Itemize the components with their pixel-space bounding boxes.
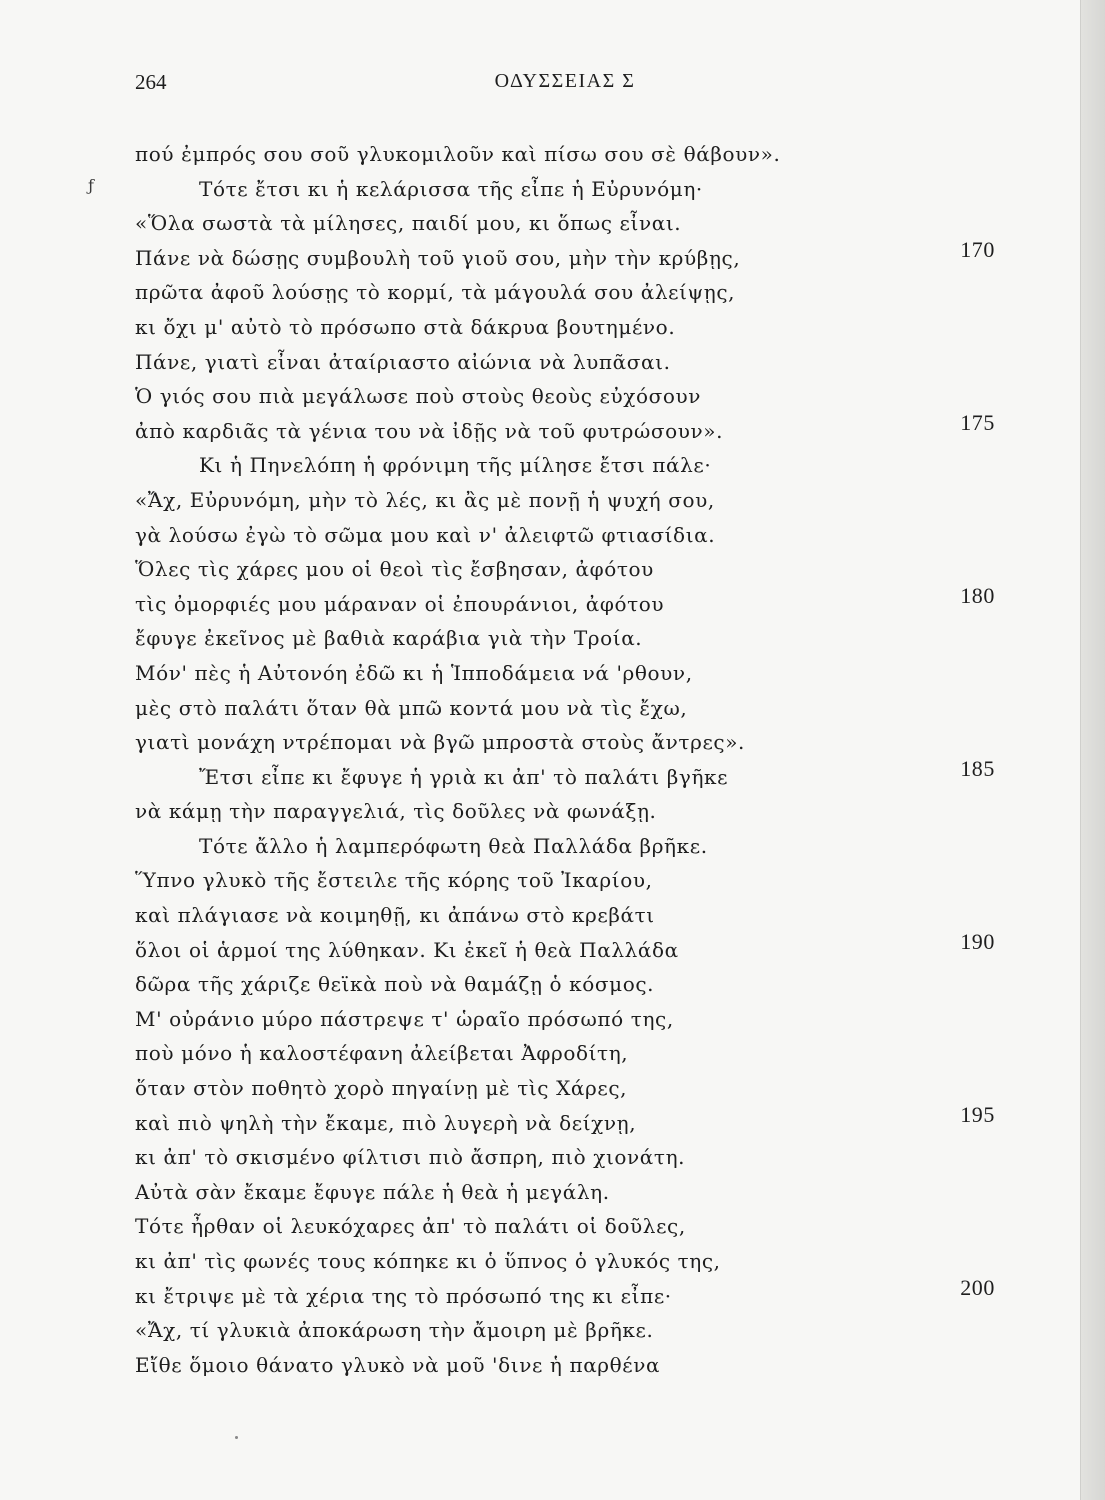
verse-text: «Ὅλα σωστὰ τὰ μίλησες, παιδί μου, κι ὅπως εἶναι. — [135, 211, 682, 236]
verse-text: Μ' οὐράνιο μύρο πάστρεψε τ' ὡραῖο πρόσωπό της, — [135, 1006, 674, 1031]
verse-text: νὰ κάμῃ τὴν παραγγελιά, τὶς δοῦλες νὰ φωνάξῃ. — [135, 799, 657, 824]
verse-line — [135, 1244, 995, 1279]
verse-line — [135, 691, 995, 726]
verse-line — [135, 794, 995, 829]
verse-text: ἔφυγε ἐκεῖνος μὲ βαθιὰ καράβια γιὰ τὴν Τροία. — [135, 626, 643, 651]
verse-line — [135, 409, 995, 449]
verse-line — [135, 1140, 995, 1175]
verse-line — [135, 898, 995, 933]
verse-line — [135, 755, 995, 795]
running-title: ΟΔΥΣΣΕΙΑΣ Σ — [494, 70, 636, 92]
line-number: 200 — [960, 1274, 995, 1300]
verse-text: Ὅλες τὶς χάρες μου οἱ θεοὶ τὶς ἔσβησαν, ἀφότου — [135, 557, 654, 582]
verse-line — [135, 1175, 995, 1210]
verse-line — [135, 345, 995, 380]
verse-text: πρῶτα ἀφοῦ λούσῃς τὸ κορμί, τὰ μάγουλά σου ἀλείψῃς, — [135, 280, 736, 305]
verse-line — [135, 863, 995, 898]
verse-line — [135, 1348, 995, 1383]
verse-text: Κι ἡ Πηνελόπη ἡ φρόνιμη τῆς μίλησε ἔτσι πάλε· — [199, 453, 712, 478]
verse-text: Μόν' πὲς ἡ Αὐτονόη ἐδῶ κι ἡ Ἱπποδάμεια νά 'ρθουν, — [135, 660, 693, 685]
poem-text — [135, 137, 995, 1382]
verse-text: μὲς στὸ παλάτι ὅταν θὰ μπῶ κοντά μου νὰ τὶς ἔχω, — [135, 695, 688, 720]
ink-speck — [235, 1436, 238, 1439]
line-number: 180 — [960, 582, 995, 608]
verse-line — [135, 582, 995, 622]
verse-text: Πάνε, γιατὶ εἶναι ἀταίριαστο αἰώνια νὰ λυπᾶσαι. — [135, 349, 671, 374]
line-number: 185 — [960, 755, 995, 781]
verse-text: ὅταν στὸν ποθητὸ χορὸ πηγαίνῃ μὲ τὶς Χάρες, — [135, 1076, 628, 1101]
verse-text: γὰ λούσω ἐγὼ τὸ σῶμα μου καὶ ν' ἀλειφτῶ φτιασίδια. — [135, 522, 716, 547]
verse-text: «Ἄχ, Εὐρυνόμη, μὴν τὸ λές, κι ἂς μὲ πονῇ ἡ ψυχή σου, — [135, 487, 715, 512]
verse-line — [135, 1313, 995, 1348]
verse-line — [135, 518, 995, 553]
line-number: 190 — [960, 928, 995, 954]
line-number: 195 — [960, 1101, 995, 1127]
verse-text: πού ἐμπρός σου σοῦ γλυκομιλοῦν καὶ πίσω σου σὲ θάβουν». — [135, 142, 781, 166]
verse-line — [135, 1101, 995, 1141]
line-number: 170 — [960, 236, 995, 262]
verse-line — [135, 448, 995, 483]
verse-text: ποὺ μόνο ἡ καλοστέφανη ἀλείβεται Ἀφροδίτη, — [135, 1041, 629, 1066]
verse-text: κι ὄχι μ' αὐτὸ τὸ πρόσωπο στὰ δάκρυα βουτημένο. — [135, 314, 676, 339]
verse-line — [135, 829, 995, 864]
verse-line — [135, 967, 995, 1002]
verse-text: καὶ πλάγιασε νὰ κοιμηθῇ, κι ἀπάνω στὸ κρεβάτι — [135, 903, 655, 928]
verse-text: κι ἀπ' τὸ σκισμένο φίλτισι πιὸ ἄσπρη, πιὸ χιονάτη. — [135, 1145, 686, 1170]
verse-text: γιατὶ μονάχη ντρέπομαι νὰ βγῶ μπροστὰ στοὺς ἄντρες». — [135, 730, 745, 755]
verse-line — [135, 928, 995, 968]
verse-line — [135, 483, 995, 518]
verse-text: Ἔτσι εἶπε κι ἔφυγε ἡ γριὰ κι ἀπ' τὸ παλάτι βγῆκε — [199, 764, 729, 789]
verse-line — [135, 172, 995, 207]
verse-line — [135, 236, 995, 276]
verse-text: ἀπὸ καρδιᾶς τὰ γένια του νὰ ἰδῇς νὰ τοῦ φυτρώσουν». — [135, 418, 724, 443]
verse-line — [135, 275, 995, 310]
verse-text: Ὁ γιός σου πιὰ μεγάλωσε ποὺ στοὺς θεοὺς εὐχόσουν — [135, 384, 701, 409]
page-header — [135, 70, 995, 104]
verse-text: Αὐτὰ σὰν ἔκαμε ἔφυγε πάλε ἡ θεὰ ἡ μεγάλη. — [135, 1179, 610, 1204]
verse-line — [135, 1002, 995, 1037]
verse-text: καὶ πιὸ ψηλὴ τὴν ἔκαμε, πιὸ λυγερὴ νὰ δείχνῃ, — [135, 1110, 637, 1135]
verse-text: Πάνε νὰ δώσῃς συμβουλὴ τοῦ γιοῦ σου, μὴν τὴν κρύβῃς, — [135, 245, 741, 270]
verse-text: κι ἀπ' τὶς φωνές τους κόπηκε κι ὁ ὕπνος ὁ γλυκός της, — [135, 1249, 721, 1273]
verse-text: Τότε ἄλλο ἡ λαμπερόφωτη θεὰ Παλλάδα βρῆκε. — [199, 833, 708, 858]
verse-text: τὶς ὀμορφιές μου μάραναν οἱ ἐπουράνιοι, ἀφότου — [135, 591, 665, 616]
verse-text: «Ἄχ, τί γλυκιὰ ἀποκάρωση τὴν ἄμοιρη μὲ βρῆκε. — [135, 1318, 654, 1343]
verse-text: Τότε ἔτσι κι ἡ κελάρισσα τῆς εἶπε ἡ Εὐρυνόμη· — [199, 176, 703, 201]
verse-line — [135, 656, 995, 691]
verse-line — [135, 1209, 995, 1244]
verse-line — [135, 1036, 995, 1071]
page-number: 264 — [135, 70, 167, 94]
verse-line — [135, 1274, 995, 1314]
verse-text: δῶρα τῆς χάριζε θεϊκὰ ποὺ νὰ θαμάζῃ ὁ κόσμος. — [135, 972, 655, 997]
verse-line — [135, 206, 995, 241]
page-edge — [1080, 0, 1105, 1500]
verse-line — [135, 725, 995, 760]
verse-text: Εἴθε ὅμοιο θάνατο γλυκὸ νὰ μοῦ 'δινε ἡ παρθένα — [135, 1352, 661, 1377]
verse-text: ὅλοι οἱ ἁρμοί της λύθηκαν. Κι ἐκεῖ ἡ θεὰ Παλλάδα — [135, 937, 679, 962]
verse-text: Τότε ἦρθαν οἱ λευκόχαρες ἀπ' τὸ παλάτι οἱ δοῦλες, — [135, 1214, 686, 1239]
verse-line — [135, 137, 995, 172]
verse-line — [135, 310, 995, 345]
verse-line — [135, 379, 995, 414]
verse-text: κι ἔτριψε μὲ τὰ χέρια της τὸ πρόσωπό της κι εἶπε· — [135, 1283, 672, 1308]
line-number: 175 — [960, 409, 995, 435]
verse-line — [135, 621, 995, 656]
margin-mark: ƒ — [88, 176, 94, 195]
verse-line — [135, 1071, 995, 1106]
verse-text: Ὕπνο γλυκὸ τῆς ἔστειλε τῆς κόρης τοῦ Ἰκαρίου, — [135, 868, 653, 893]
verse-line — [135, 552, 995, 587]
